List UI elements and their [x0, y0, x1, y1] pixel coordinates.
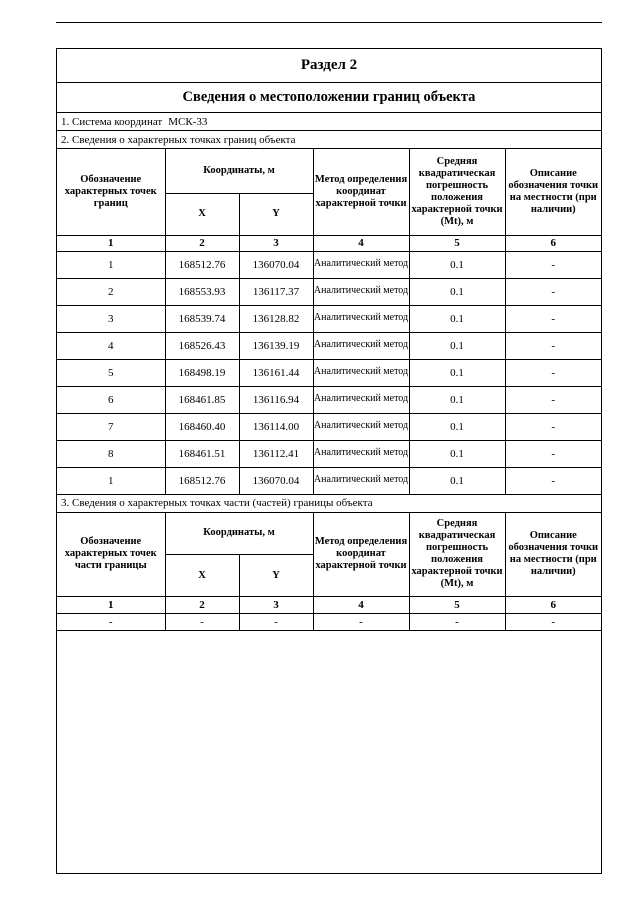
column-number: 1: [57, 235, 165, 251]
table-row: [57, 278, 601, 305]
point-id: 6: [57, 386, 165, 413]
description-cell: -: [505, 614, 601, 631]
accuracy-cell: 0.1: [409, 440, 505, 467]
section-subtitle: Сведения о местоположении границ объекта: [57, 83, 601, 113]
method-cell: Аналитический метод: [313, 386, 409, 413]
header-coordinates: Координаты, м: [165, 513, 313, 555]
top-rule: [56, 22, 602, 23]
header-x: X: [165, 193, 239, 235]
x-coordinate: 168539.74: [165, 305, 239, 332]
accuracy-cell: 0.1: [409, 278, 505, 305]
method-cell: -: [313, 614, 409, 631]
y-coordinate: -: [239, 614, 313, 631]
column-number: 3: [239, 235, 313, 251]
part-points-heading: 3. Сведения о характерных точках части (частей) границы объекта: [57, 495, 601, 513]
y-coordinate: 136114.00: [239, 413, 313, 440]
section-title: Раздел 2: [57, 49, 601, 83]
column-number: 5: [409, 235, 505, 251]
column-number: 6: [505, 597, 601, 614]
description-cell: -: [505, 359, 601, 386]
point-id: 8: [57, 440, 165, 467]
boundary-points-table: [57, 149, 601, 495]
x-coordinate: 168460.40: [165, 413, 239, 440]
description-cell: -: [505, 467, 601, 494]
accuracy-cell: 0.1: [409, 332, 505, 359]
y-coordinate: 136116.94: [239, 386, 313, 413]
table-row: [57, 305, 601, 332]
header-y: Y: [239, 193, 313, 235]
header-method: Метод определения координат характерной точки: [313, 513, 409, 597]
accuracy-cell: 0.1: [409, 251, 505, 278]
header-accuracy: Средняя квадратическая погрешность положения характерной точки (Mt), м: [409, 513, 505, 597]
x-coordinate: 168512.76: [165, 251, 239, 278]
accuracy-cell: -: [409, 614, 505, 631]
description-cell: -: [505, 332, 601, 359]
table-row: [57, 440, 601, 467]
part-points-table: [57, 513, 601, 632]
table-row: [57, 359, 601, 386]
table-row: [57, 413, 601, 440]
method-cell: Аналитический метод: [313, 467, 409, 494]
point-id: 7: [57, 413, 165, 440]
coord-system-value: МСК-33: [168, 115, 208, 128]
description-cell: -: [505, 278, 601, 305]
description-cell: -: [505, 440, 601, 467]
point-id: 1: [57, 467, 165, 494]
description-cell: -: [505, 251, 601, 278]
method-cell: Аналитический метод: [313, 332, 409, 359]
method-cell: Аналитический метод: [313, 278, 409, 305]
header-accuracy: Средняя квадратическая погрешность положения характерной точки (Mt), м: [409, 149, 505, 235]
table-row: [57, 332, 601, 359]
y-coordinate: 136161.44: [239, 359, 313, 386]
x-coordinate: -: [165, 614, 239, 631]
header-description: Описание обозначения точки на местности (при наличии): [505, 149, 601, 235]
description-cell: -: [505, 305, 601, 332]
y-coordinate: 136128.82: [239, 305, 313, 332]
x-coordinate: 168553.93: [165, 278, 239, 305]
header-coordinates: Координаты, м: [165, 149, 313, 193]
method-cell: Аналитический метод: [313, 440, 409, 467]
accuracy-cell: 0.1: [409, 359, 505, 386]
header-description: Описание обозначения точки на местности (при наличии): [505, 513, 601, 597]
x-coordinate: 168512.76: [165, 467, 239, 494]
description-cell: -: [505, 386, 601, 413]
header-y: Y: [239, 555, 313, 597]
point-id: 3: [57, 305, 165, 332]
column-number-row: [57, 235, 601, 251]
column-number: 2: [165, 597, 239, 614]
y-coordinate: 136117.37: [239, 278, 313, 305]
table-row: [57, 614, 601, 631]
method-cell: Аналитический метод: [313, 305, 409, 332]
point-id: 5: [57, 359, 165, 386]
coord-system-label: 1. Система координат: [61, 115, 163, 128]
accuracy-cell: 0.1: [409, 305, 505, 332]
column-number: 2: [165, 235, 239, 251]
column-number: 3: [239, 597, 313, 614]
table-row: [57, 467, 601, 494]
column-number: 1: [57, 597, 165, 614]
y-coordinate: 136070.04: [239, 467, 313, 494]
column-number-row: [57, 597, 601, 614]
method-cell: Аналитический метод: [313, 359, 409, 386]
y-coordinate: 136112.41: [239, 440, 313, 467]
point-id: 4: [57, 332, 165, 359]
coord-system-line: [57, 113, 601, 131]
boundary-points-heading: 2. Сведения о характерных точках границ объекта: [57, 131, 601, 149]
method-cell: Аналитический метод: [313, 413, 409, 440]
method-cell: Аналитический метод: [313, 251, 409, 278]
x-coordinate: 168498.19: [165, 359, 239, 386]
x-coordinate: 168461.51: [165, 440, 239, 467]
accuracy-cell: 0.1: [409, 467, 505, 494]
accuracy-cell: 0.1: [409, 413, 505, 440]
x-coordinate: 168461.85: [165, 386, 239, 413]
y-coordinate: 136139.19: [239, 332, 313, 359]
column-number: 5: [409, 597, 505, 614]
column-number: 4: [313, 597, 409, 614]
header-designation: Обозначение характерных точек границ: [57, 149, 165, 235]
section-frame: [56, 48, 602, 874]
y-coordinate: 136070.04: [239, 251, 313, 278]
point-id: -: [57, 614, 165, 631]
header-x: X: [165, 555, 239, 597]
header-method: Метод определения координат характерной точки: [313, 149, 409, 235]
x-coordinate: 168526.43: [165, 332, 239, 359]
point-id: 2: [57, 278, 165, 305]
column-number: 6: [505, 235, 601, 251]
table-row: [57, 386, 601, 413]
point-id: 1: [57, 251, 165, 278]
description-cell: -: [505, 413, 601, 440]
table-header-row: [57, 149, 601, 193]
header-designation: Обозначение характерных точек части границы: [57, 513, 165, 597]
table-header-row: [57, 513, 601, 555]
column-number: 4: [313, 235, 409, 251]
table-row: [57, 251, 601, 278]
accuracy-cell: 0.1: [409, 386, 505, 413]
